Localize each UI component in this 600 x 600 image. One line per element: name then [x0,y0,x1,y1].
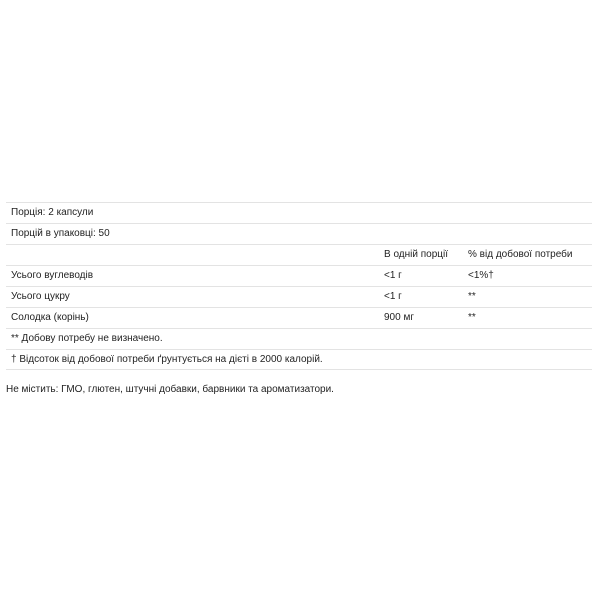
table-row [6,286,592,307]
serving-size-row [6,202,592,223]
free-from-statement: Не містить: ГМО, глютен, штучні добавки, барвники та ароматизатори. [6,384,334,395]
note-not-established-row [6,328,592,349]
daily-value-header: % від добової потреби [468,249,573,260]
nutrient-amount: <1 г [384,270,402,281]
servings-per-container-row [6,223,592,244]
table-row [6,307,592,328]
servings-per-container-text: Порцій в упаковці: 50 [11,228,110,239]
table-header-row [6,244,592,265]
note-dv-basis: † Відсоток від добової потреби ґрунтується на дієті в 2000 калорій. [11,354,323,365]
note-dv-basis-row [6,349,592,370]
nutrient-daily-value: <1%† [468,270,494,281]
serving-size-text: Порція: 2 капсули [11,207,94,218]
nutrient-amount: <1 г [384,291,402,302]
note-not-established: ** Добову потребу не визначено. [11,333,163,344]
nutrient-name: Усього вуглеводів [11,270,94,281]
table-row [6,265,592,286]
nutrient-daily-value: ** [468,312,476,323]
supplement-facts-table [6,202,592,370]
nutrient-amount: 900 мг [384,312,414,323]
amount-per-serving-header: В одній порції [384,249,448,260]
nutrient-name: Солодка (корінь) [11,312,89,323]
nutrient-name: Усього цукру [11,291,70,302]
nutrient-daily-value: ** [468,291,476,302]
